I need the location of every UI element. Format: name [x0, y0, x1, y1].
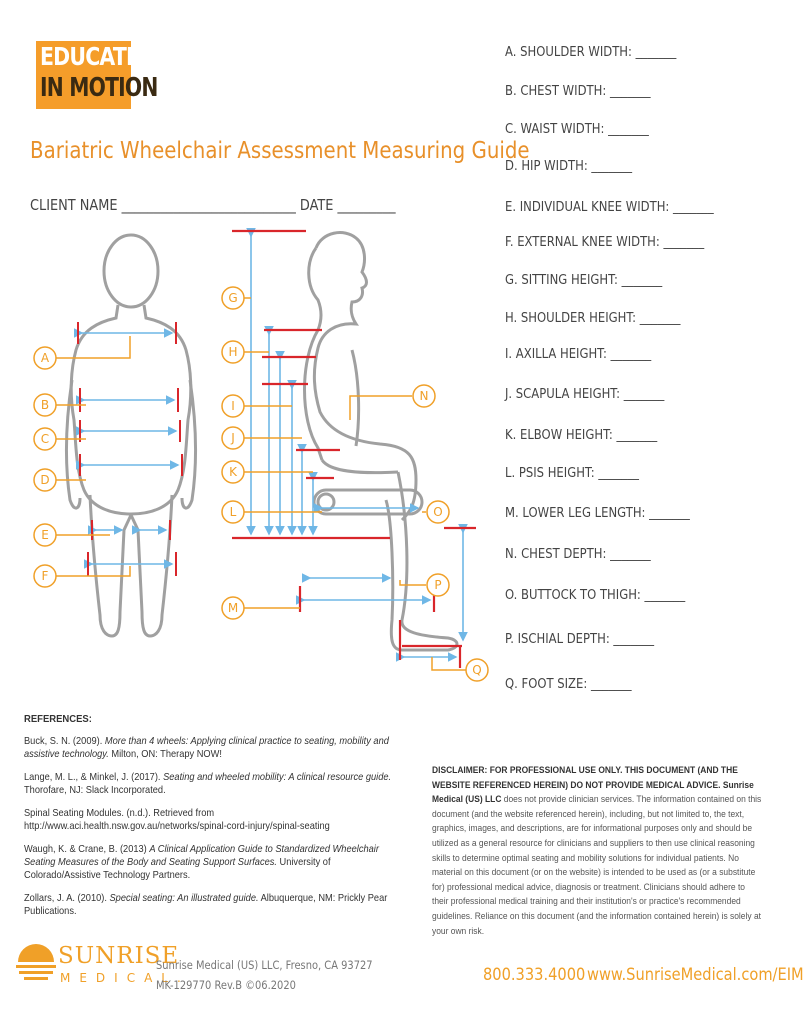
measurement-a: A. SHOULDER WIDTH: _______ — [505, 44, 677, 60]
figure-label-circles — [34, 287, 488, 681]
label-n: N — [419, 389, 429, 403]
label-l: L — [229, 505, 237, 519]
label-m: M — [227, 601, 239, 615]
side-leader-lines — [244, 298, 466, 670]
sunrise-brand: SUNRISE — [58, 943, 180, 969]
measurement-e: E. INDIVIDUAL KNEE WIDTH: _______ — [505, 199, 714, 215]
measurement-d: D. HIP WIDTH: _______ — [505, 158, 633, 174]
label-a: A — [40, 351, 50, 365]
measurement-k: K. ELBOW HEIGHT: _______ — [505, 427, 658, 443]
reference-item: Zollars, J. A. (2010). Special seating: An illustrated guide. Albuquerque, NM: Prickly Pear Publications. — [24, 893, 388, 917]
label-f: F — [41, 569, 49, 583]
references-section — [24, 713, 404, 928]
measurement-l: L. PSIS HEIGHT: _______ — [505, 465, 639, 481]
label-b: B — [40, 398, 50, 412]
measurement-m: M. LOWER LEG LENGTH: _______ — [505, 505, 690, 521]
label-o: O — [433, 505, 443, 519]
footer-phone: 800.333.4000 — [483, 965, 586, 985]
label-h: H — [228, 345, 238, 359]
label-g: G — [228, 291, 238, 305]
reference-item: Buck, S. N. (2009). More than 4 wheels: Applying clinical practice to seating, mobility and assistive technology. Milton, ON: Therapy NOW! — [24, 736, 389, 760]
label-j: J — [231, 431, 235, 445]
measurement-f: F. EXTERNAL KNEE WIDTH: _______ — [505, 234, 705, 250]
label-q: Q — [472, 663, 482, 677]
reference-item: Lange, M. L., & Minkel, J. (2017). Seating and wheeled mobility: A clinical resource guide. Thorofare, NJ: Slack Incorporated. — [24, 772, 392, 796]
measurement-c: C. WAIST WIDTH: _______ — [505, 121, 649, 137]
sunrise-brand-sub: MEDICAL. — [60, 971, 190, 985]
front-arrows — [82, 333, 178, 564]
logo-line1: EDUCATION — [40, 42, 166, 71]
footer-website[interactable]: www.SunriseMedical.com/EIM — [587, 965, 804, 985]
disclaimer-text: does not provide clinician services. The information contained on this document (and the website referenced herein), including, but not limited to, the text, graphics, images, and descriptions, are for informational purposes only and should be utilized as a general resource for clinicians and suppliers to then use clinical reasoning skills to determine optimal seating and mobility solutions for individual patients. No material on this document (or on the website) is intended to be used as (or a substitute for) professional medical advice, diagnosis or treatment. Clinicians should adhere to their professional medical training and their institution's or practice's recommended guidelines. Reliance on this document (and the information contained herein) is solely at your own risk. — [432, 794, 762, 937]
sunrise-logo-icon — [14, 934, 58, 982]
reference-item: Waugh, K. & Crane, B. (2013) A Clinical Application Guide to Standardized Wheelchair Seating Measures of the Body and Seating Support Surfaces. University of Colorado/Assistive Technology Partners. — [24, 844, 379, 881]
footer-address: Sunrise Medical (US) LLC, Fresno, CA 93727 MK-129770 Rev.B ©06.2020 — [156, 958, 373, 992]
label-k: K — [229, 465, 237, 479]
measurement-h: H. SHOULDER HEIGHT: _______ — [505, 310, 681, 326]
label-d: D — [40, 473, 50, 487]
logo-line2: IN MOTION — [40, 73, 158, 103]
references-heading: REFERENCES: — [24, 714, 92, 725]
label-c: C — [40, 432, 50, 446]
client-name-date-line: CLIENT NAME ___________________________ DATE _________ — [30, 196, 396, 214]
measurement-b: B. CHEST WIDTH: _______ — [505, 83, 651, 99]
label-i: I — [231, 399, 235, 413]
measurement-p: P. ISCHIAL DEPTH: _______ — [505, 631, 655, 647]
reference-item: Spinal Seating Modules. (n.d.). Retrieved from http://www.aci.health.nsw.gov.au/networks/spinal-cord-injury/spinal-seating — [24, 808, 330, 832]
measurement-i: I. AXILLA HEIGHT: _______ — [505, 346, 652, 362]
measurement-g: G. SITTING HEIGHT: _______ — [505, 272, 663, 288]
measurement-q: Q. FOOT SIZE: _______ — [505, 676, 632, 692]
label-p: P — [434, 578, 442, 592]
disclaimer-section — [432, 764, 762, 939]
label-e: E — [41, 528, 49, 542]
page-title: Bariatric Wheelchair Assessment Measuring Guide — [30, 138, 530, 164]
measurement-j: J. SCAPULA HEIGHT: _______ — [505, 386, 665, 402]
measurement-o: O. BUTTOCK TO THIGH: _______ — [505, 587, 686, 603]
disclaimer-bold: DISCLAIMER: FOR PROFESSIONAL USE ONLY. THIS DOCUMENT (AND THE WEBSITE REFERENCED HEREIN) DO NOT PROVIDE MEDICAL ADVICE. Sunrise Medical (US) LLC — [432, 765, 754, 806]
measurement-n: N. CHEST DEPTH: _______ — [505, 546, 651, 562]
